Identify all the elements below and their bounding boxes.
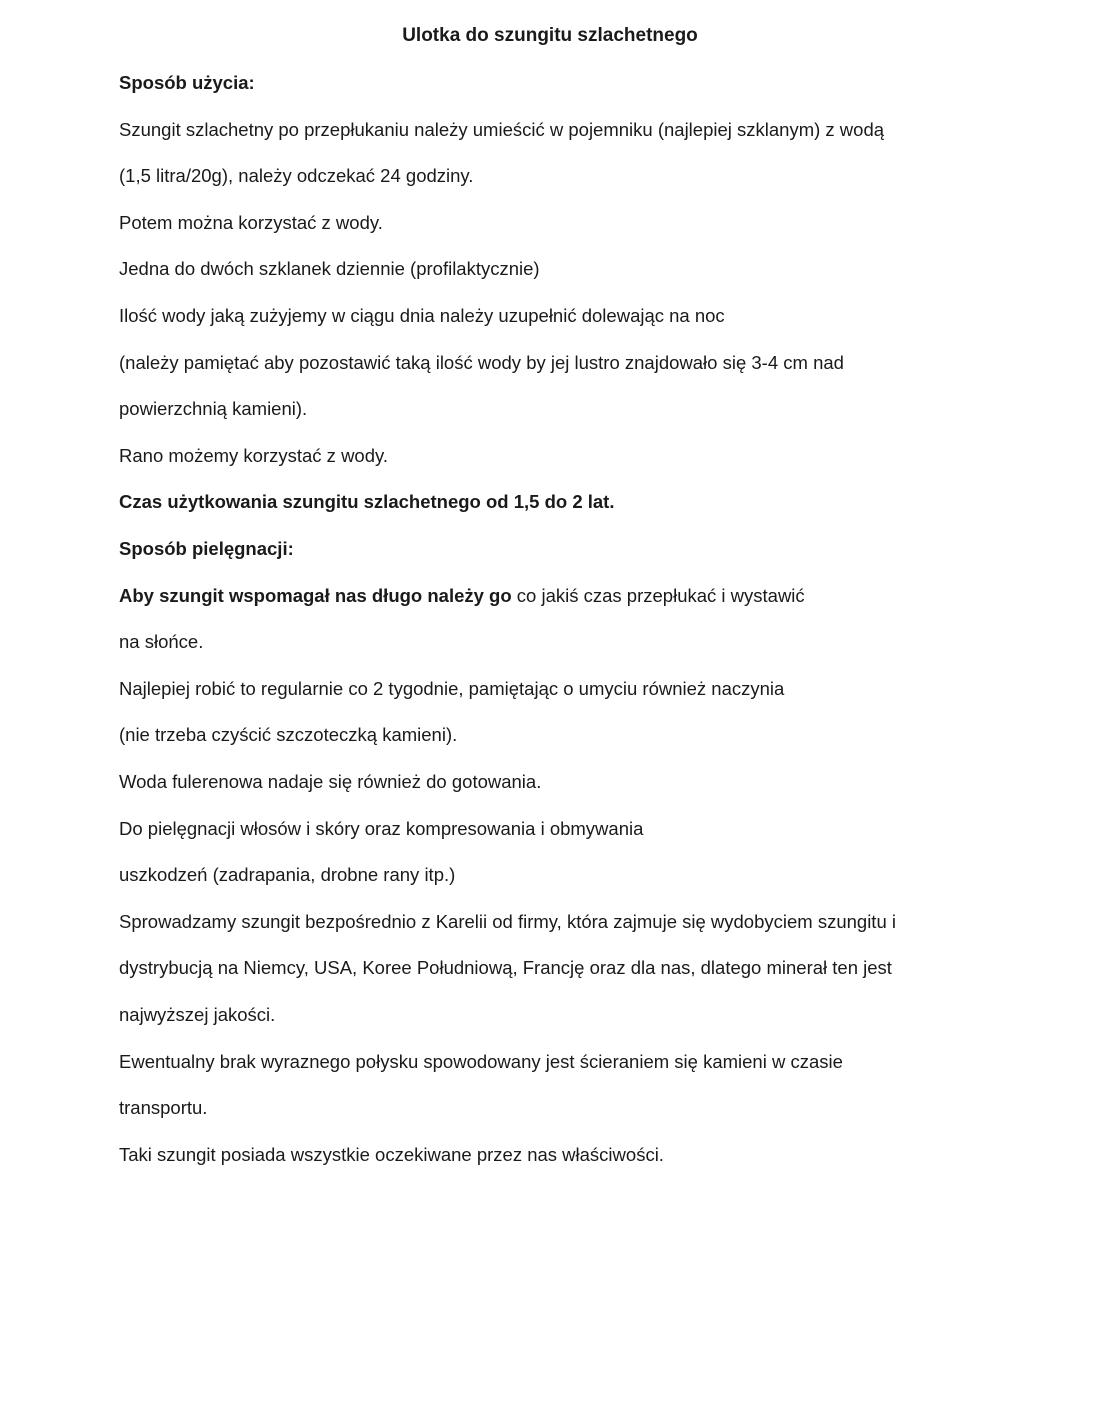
document-line xyxy=(119,164,473,188)
document-line xyxy=(119,1143,664,1167)
body-text: najwyższej jakości. xyxy=(119,1004,276,1025)
document-line xyxy=(119,770,541,794)
body-text: na słońce. xyxy=(119,631,204,653)
document-line xyxy=(119,537,294,561)
document-line xyxy=(119,257,540,281)
body-text: (1,5 litra/20g), należy odczekać 24 godziny. xyxy=(119,165,474,187)
body-text: powierzchnią kamieni). xyxy=(119,398,308,420)
body-text: Najlepiej robić to regularnie co 2 tygodnie, pamiętając o umyciu również naczynia xyxy=(119,677,785,699)
body-text: uszkodzeń (zadrapania, drobne rany itp.) xyxy=(119,864,456,886)
body-text: Jedna do dwóch szklanek dziennie (profilaktycznie) xyxy=(119,258,540,280)
document-line xyxy=(119,1050,843,1074)
body-text: Ilość wody jaką zużyjemy w ciągu dnia należy uzupełnić dolewając na noc xyxy=(119,305,725,326)
document-title: Ulotka do szungitu szlachetnego xyxy=(402,25,698,46)
body-text: transportu. xyxy=(119,1097,208,1119)
document-line xyxy=(119,1096,207,1120)
body-text: Sprowadzamy szungit bezpośrednio z Karelii od firmy, która zajmuje się wydobyciem szungitu i xyxy=(119,910,896,932)
document-line xyxy=(119,351,844,375)
bold-text: Czas użytkowania szungitu szlachetnego od 1,5 do 2 lat. xyxy=(119,491,615,513)
document-line xyxy=(119,584,805,608)
bold-text: Sposób użycia: xyxy=(119,72,255,93)
document-line xyxy=(119,444,388,468)
body-text: Do pielęgnacji włosów i skóry oraz kompresowania i obmywania xyxy=(119,817,644,839)
document-line xyxy=(119,677,784,701)
document-line xyxy=(119,817,643,841)
document-line xyxy=(119,71,255,95)
document-line xyxy=(119,118,884,142)
document-line xyxy=(119,630,203,654)
body-text: Potem można korzystać z wody. xyxy=(119,211,383,233)
document-line xyxy=(119,304,725,328)
bold-text: Aby szungit wspomagał nas długo należy go xyxy=(119,584,512,606)
body-text: Taki szungit posiada wszystkie oczekiwane przez nas właściwości. xyxy=(119,1143,664,1165)
body-text: Szungit szlachetny po przepłukaniu należy umieścić w pojemniku (najlepiej szklanym) z wodą xyxy=(119,118,885,140)
body-text: Ewentualny brak wyraznego połysku spowodowany jest ścieraniem się kamieni w czasie xyxy=(119,1050,843,1072)
document-line xyxy=(119,910,896,934)
body-text: Woda fulerenowa nadaje się również do gotowania. xyxy=(119,771,542,792)
document-line xyxy=(119,956,892,980)
document-line xyxy=(119,490,614,514)
document-line xyxy=(119,397,307,421)
body-text: (należy pamiętać aby pozostawić taką ilość wody by jej lustro znajdowało się 3-4 cm nad xyxy=(119,351,844,373)
document-line xyxy=(119,211,383,235)
body-text: Rano możemy korzystać z wody. xyxy=(119,444,389,466)
document-line xyxy=(119,863,455,887)
document-line xyxy=(119,1003,275,1027)
body-text: (nie trzeba czyścić szczoteczką kamieni). xyxy=(119,724,458,746)
body-text: co jakiś czas przepłukać i wystawić xyxy=(511,584,805,606)
document-line xyxy=(119,723,457,747)
body-text: dystrybucją na Niemcy, USA, Koree Południową, Francję oraz dla nas, dlatego minerał ten jest xyxy=(119,957,892,979)
bold-text: Sposób pielęgnacji: xyxy=(119,538,294,559)
